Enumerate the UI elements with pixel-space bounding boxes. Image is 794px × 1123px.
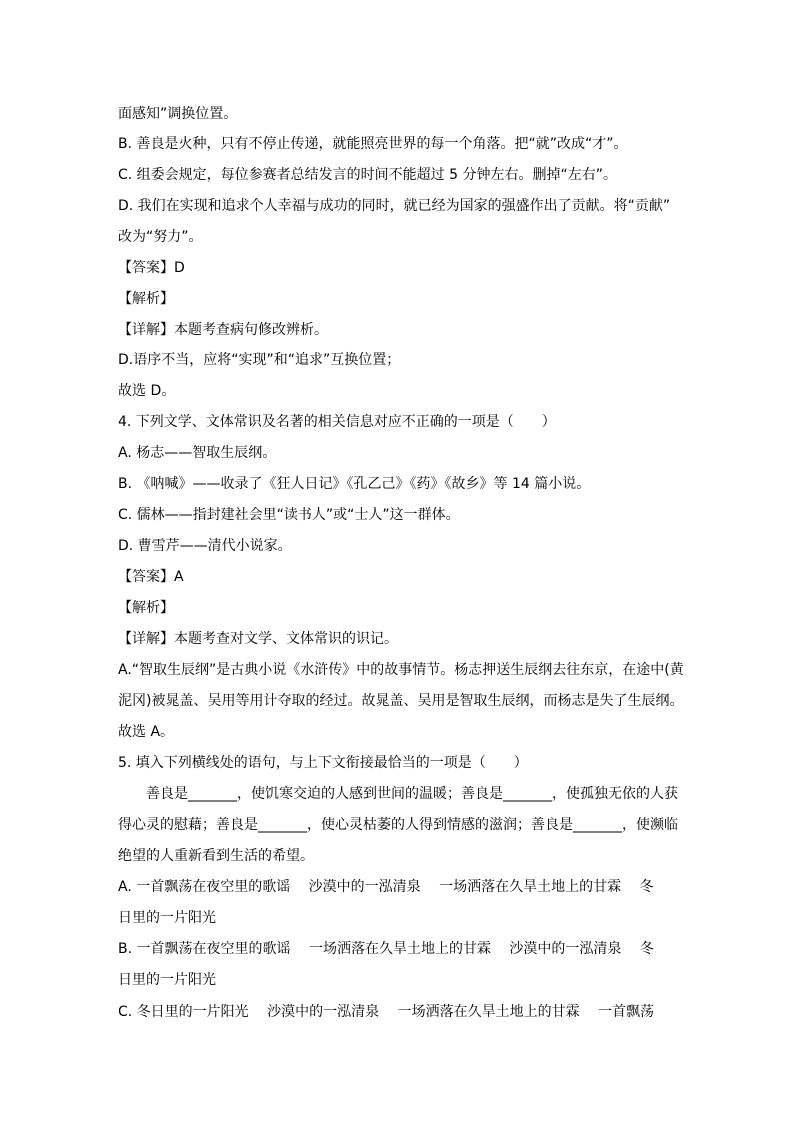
question-5: 5. 填入下列横线处的语句，与上下文衔接最恰当的一项是（ ） <box>118 755 528 771</box>
text-line: A.“智取生辰纲”是古典小说《水浒传》中的故事情节。杨志押送生辰纲去往东京，在途中(黄 <box>118 662 684 678</box>
analysis-heading: 【解析】 <box>118 291 174 307</box>
option-d-line: D. 我们在实现和追求个人幸福与成功的同时，就已经为国家的强盛作出了贡献。将“贡献” <box>118 198 671 214</box>
text-line: 改为“努力”。 <box>118 229 203 245</box>
question-4: 4. 下列文学、文体常识及名著的相关信息对应不正确的一项是（ ） <box>118 414 556 430</box>
option-b-line: B. 《呐喊》——收录了《狂人日记》《孔乙己》《药》《故乡》等 14 篇小说。 <box>118 476 591 492</box>
option-a-line: A. 一首飘荡在夜空里的歌谣 沙漠中的一泓清泉 一场洒落在久旱土地上的甘霖 冬 <box>118 879 654 895</box>
text-line: 故选 D。 <box>118 383 176 399</box>
passage-line: 得心灵的慰藉；善良是_______，使心灵枯萎的人得到情感的滋润；善良是_______，使濒临 <box>118 817 678 833</box>
analysis-heading: 【解析】 <box>118 600 174 616</box>
option-a-line: A. 杨志——智取生辰纲。 <box>118 445 277 461</box>
text-line: 日里的一片阳光 <box>118 972 216 988</box>
text-line: 泥冈)被晁盖、吴用等用计夺取的经过。故晁盖、吴用是智取生辰纲，而杨志是失了生辰纲。 <box>118 693 684 709</box>
text-line: D.语序不当，应将“实现”和“追求”互换位置； <box>118 352 401 368</box>
answer-line: 【答案】A <box>118 569 184 585</box>
passage-line: 善良是_______，使饥寒交迫的人感到世间的温暖；善良是_______，使孤独无依的人获 <box>146 786 678 802</box>
option-c-line: C. 冬日里的一片阳光 沙漠中的一泓清泉 一场洒落在久旱土地上的甘霖 一首飘荡 <box>118 1004 655 1020</box>
option-c-line: C. 儒林——指封建社会里“读书人”或“士人”这一群体。 <box>118 507 460 523</box>
text-line: 日里的一片阳光 <box>118 910 216 926</box>
detail-line: 【详解】本题考查病句修改辨析。 <box>118 322 328 338</box>
option-b-line: B. 一首飘荡在夜空里的歌谣 一场洒落在久旱土地上的甘霖 沙漠中的一泓清泉 冬 <box>118 941 654 957</box>
detail-line: 【详解】本题考查对文学、文体常识的识记。 <box>118 631 398 647</box>
answer-line: 【答案】D <box>118 260 185 276</box>
passage-line: 绝望的人重新看到生活的希望。 <box>118 848 314 864</box>
text-line: 故选 A。 <box>118 724 175 740</box>
option-c-line: C. 组委会规定，每位参赛者总结发言的时间不能超过 5 分钟左右。删掉“左右”。 <box>118 167 617 183</box>
text-line: 面感知”调换位置。 <box>118 106 238 122</box>
option-d-line: D. 曹雪芹——清代小说家。 <box>118 538 292 554</box>
option-b-line: B. 善良是火种，只有不停止传递，就能照亮世界的每一个角落。把“就”改成“才”。 <box>118 136 628 152</box>
